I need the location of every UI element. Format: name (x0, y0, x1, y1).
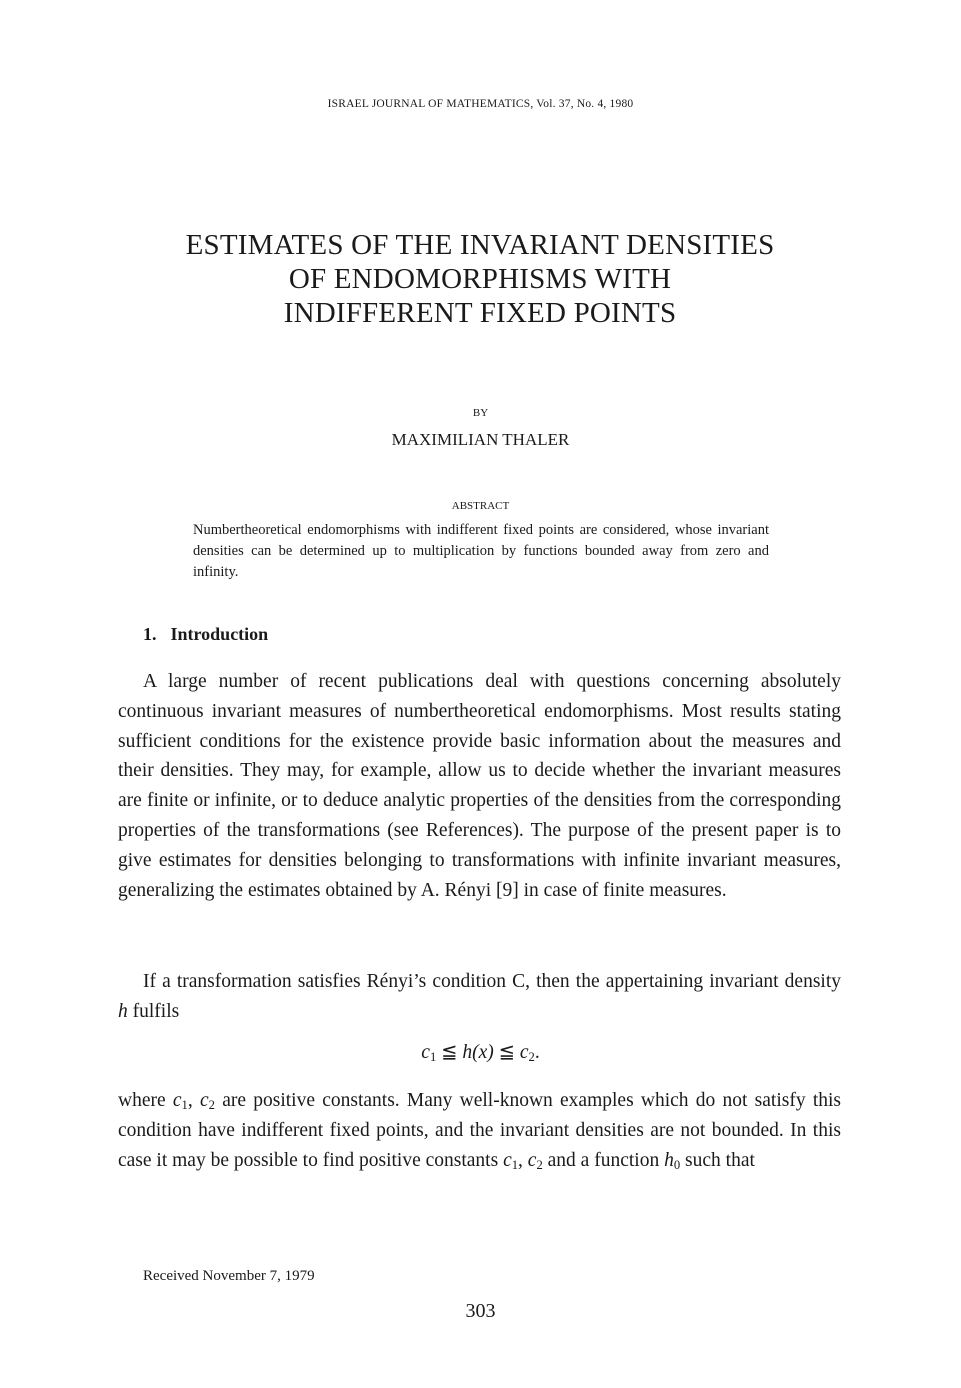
section-heading (143, 624, 268, 645)
p3-sub2: 2 (208, 1098, 215, 1112)
title-line-2: OF ENDOMORPHISMS WITH (288, 263, 672, 295)
eq-h: h (462, 1042, 473, 1063)
intro-paragraph-3 (118, 1086, 841, 1175)
p3-comma: , (187, 1090, 200, 1111)
eq-x: (x) (472, 1042, 494, 1063)
p3-text-1: where (118, 1090, 173, 1111)
by-label: BY (472, 407, 489, 419)
section-number: 1. (143, 624, 157, 644)
p3-comma-b: , (518, 1149, 528, 1171)
author-name: MAXIMILIAN THALER (391, 430, 570, 449)
running-head: ISRAEL JOURNAL OF MATHEMATICS, Vol. 37, No. 4, 1980 (327, 98, 634, 110)
abstract-text: Numbertheoretical endomorphisms with indifferent fixed points are considered, whose invariant densities can be determined up to multiplication by functions bounded away from zero and infinity. (193, 522, 769, 580)
density-variable: h (118, 1000, 128, 1022)
p3-c1: c (172, 1090, 182, 1111)
eq-leq1: ≦ (436, 1042, 463, 1063)
paper-title (80, 228, 880, 330)
p3-c2: c (199, 1090, 209, 1111)
title-line-1: ESTIMATES OF THE INVARIANT DENSITIES (185, 229, 775, 261)
p3-sub1b: 1 (511, 1157, 519, 1172)
page-number: 303 (465, 1300, 496, 1322)
p3-text-2: are positive constants. Many well-known examples which do not satisfy this condition have indifferent fixed points, and the invariant densities are not bounded. In this case it may be possible to find positive constants (118, 1090, 841, 1171)
p3-c2b: c (527, 1149, 537, 1171)
eq-period: . (534, 1042, 540, 1063)
eq-sub1: 1 (429, 1050, 437, 1064)
eq-leq2: ≦ (493, 1042, 520, 1063)
p3-c1b: c (503, 1149, 512, 1171)
paragraph-2-start: If a transformation satisfies Rényi’s condition C, then the appertaining invariant density (143, 971, 841, 992)
eq-sub2: 2 (528, 1050, 535, 1064)
paragraph-2-end: fulfils (127, 1000, 180, 1022)
intro-paragraph-2 (118, 967, 841, 1027)
equation-bounds (0, 1040, 961, 1064)
p3-text-3: and a function (542, 1149, 665, 1171)
eq-c1: c (421, 1042, 430, 1063)
p3-sub2b: 2 (536, 1157, 543, 1172)
title-line-3: INDIFFERENT FIXED POINTS (283, 297, 677, 329)
eq-c2: c (519, 1042, 529, 1063)
p3-sub0: 0 (673, 1157, 681, 1172)
received-footnote: Received November 7, 1979 (143, 1268, 315, 1284)
p3-sub1: 1 (181, 1098, 188, 1112)
intro-paragraph-1: A large number of recent publications deal with questions concerning absolutely continuous invariant measures of numbertheoretical endomorphisms. Most results stating sufficient conditions for the existence provide basic information about the measures and their densities. They may, for example, allow us to decide whether the invariant measures are finite or infinite, or to deduce analytic properties of the densities from the corresponding properties of the transformations (see References). The purpose of the present paper is to give estimates for densities belonging to transformations with infinite invariant measures, generalizing the estimates obtained by A. Rényi [9] in case of finite measures. (118, 671, 841, 901)
abstract-label: ABSTRACT (451, 500, 510, 512)
p3-text-4: such that (680, 1149, 755, 1171)
section-title: Introduction (170, 624, 269, 644)
p3-h0: h (664, 1149, 674, 1171)
